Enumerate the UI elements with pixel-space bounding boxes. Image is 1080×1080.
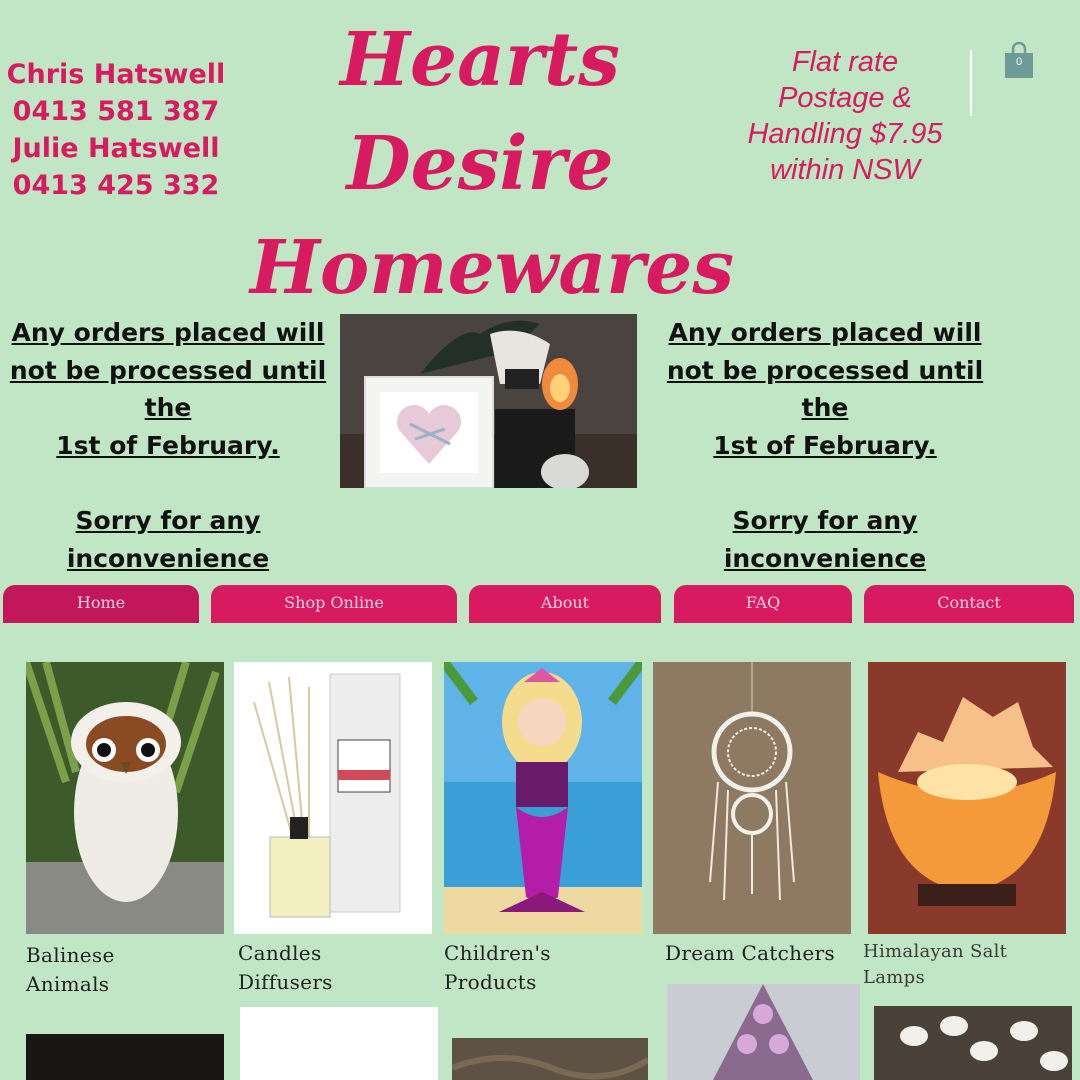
product-label-line: Children's: [444, 941, 551, 965]
brand-line-2: Desire: [346, 121, 614, 207]
product-label-line: Animals: [26, 972, 110, 996]
notice-text: not be processed until the: [666, 355, 984, 422]
notice-left: [0, 314, 336, 577]
product-label-line: Diffusers: [238, 970, 333, 994]
contact-phone-chris[interactable]: 0413 581 387: [12, 96, 220, 127]
cart-button[interactable]: [1003, 40, 1035, 80]
contact-name-julie: Julie Hatswell: [12, 133, 220, 164]
postage-line: Handling $7.95: [747, 118, 943, 150]
postage-line: Flat rate: [791, 46, 899, 78]
nav-faq[interactable]: FAQ: [674, 585, 852, 623]
contact-name-chris: Chris Hatswell: [6, 59, 226, 90]
notice-text: Sorry for any: [732, 506, 918, 535]
product-label-line: Himalayan Salt: [863, 941, 1008, 962]
nav-home[interactable]: Home: [3, 585, 199, 623]
header-divider: [970, 50, 972, 116]
notice-text: inconvenience: [723, 543, 927, 573]
product-label-line: Lamps: [863, 967, 926, 988]
notice-text: not be processed until the: [9, 355, 327, 422]
brand-line-3: Homewares: [250, 225, 735, 311]
product-label[interactable]: [863, 939, 1073, 991]
notice-text: Sorry for any: [75, 506, 261, 535]
product-label-line: Candles: [238, 941, 322, 965]
product-label[interactable]: [238, 939, 438, 997]
notice-text: Any orders placed will: [11, 318, 325, 347]
product-label-line: Dream Catchers: [665, 941, 835, 965]
notice-text: inconvenience: [66, 543, 270, 573]
product-label[interactable]: [665, 939, 865, 968]
product-label[interactable]: [26, 941, 226, 999]
product-image-himalayan-salt-lamps[interactable]: [868, 662, 1066, 934]
notice-text: 1st of February.: [713, 430, 937, 460]
notice-text: Any orders placed will: [668, 318, 982, 347]
postage-info: [720, 44, 970, 188]
brand-line-1: Hearts: [340, 17, 620, 103]
contact-phone-julie[interactable]: 0413 425 332: [12, 170, 220, 201]
nav-shop-online[interactable]: Shop Online: [211, 585, 457, 623]
postage-line: within NSW: [770, 154, 920, 186]
product-label-line: Products: [444, 970, 537, 994]
cart-count: 0: [1015, 56, 1023, 68]
product-image-row2-2[interactable]: [240, 1007, 438, 1080]
nav-contact[interactable]: Contact: [864, 585, 1074, 623]
product-image-row2-3[interactable]: [452, 1038, 648, 1080]
contact-block: [0, 56, 232, 204]
postage-line: Postage &: [778, 82, 912, 114]
product-image-childrens-products[interactable]: [444, 662, 642, 934]
product-image-row2-4[interactable]: [667, 984, 860, 1080]
product-image-row2-5[interactable]: [874, 1006, 1072, 1080]
product-image-row2-1[interactable]: [26, 1034, 224, 1080]
product-image-candles-diffusers[interactable]: [234, 662, 432, 934]
hero-image: [340, 314, 637, 488]
site-logo-title[interactable]: [250, 8, 735, 320]
product-label-line: Balinese: [26, 943, 115, 967]
product-image-dream-catchers[interactable]: [653, 662, 851, 934]
product-label[interactable]: [444, 939, 644, 997]
notice-text: 1st of February.: [56, 430, 280, 460]
notice-right: [657, 314, 993, 577]
product-image-balinese-animals[interactable]: [26, 662, 224, 934]
nav-about[interactable]: About: [469, 585, 661, 623]
